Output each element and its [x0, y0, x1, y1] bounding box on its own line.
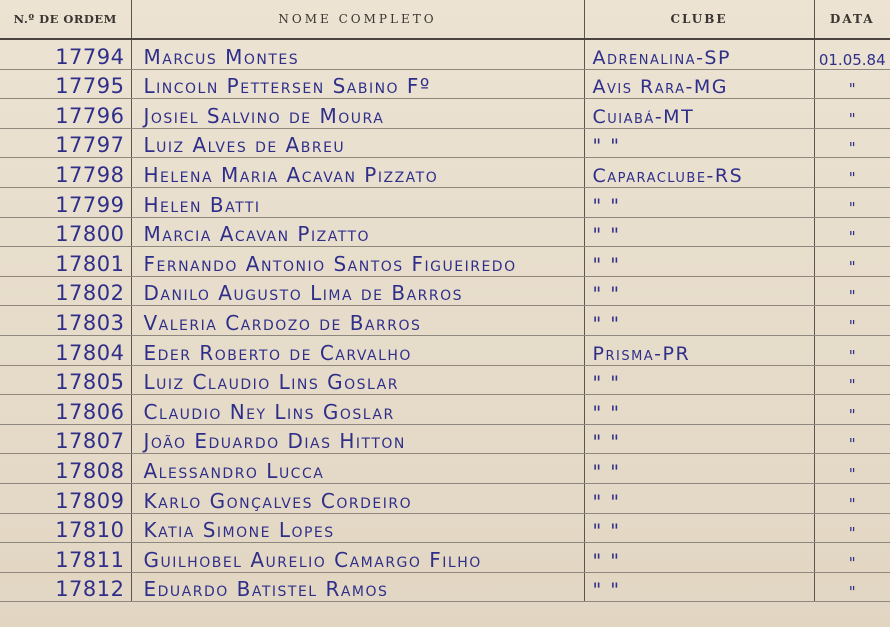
entry-name: Alessandro Lucca	[131, 454, 584, 484]
table-row	[0, 187, 890, 217]
entry-club: " "	[584, 454, 814, 484]
entry-club: " "	[584, 306, 814, 336]
entry-name: Claudio Ney Lins Goslar	[131, 395, 584, 425]
entry-number: 17806	[0, 395, 131, 425]
table-row	[0, 276, 890, 306]
entry-number: 17804	[0, 335, 131, 365]
table-row	[0, 483, 890, 513]
table-row	[0, 247, 890, 277]
entry-date: "	[814, 483, 890, 513]
entry-number: 17799	[0, 187, 131, 217]
entry-number: 17811	[0, 543, 131, 573]
entry-date: "	[814, 306, 890, 336]
entry-number: 17800	[0, 217, 131, 247]
entry-club: Prisma-PR	[584, 335, 814, 365]
entry-number: 17809	[0, 483, 131, 513]
entry-date: "	[814, 572, 890, 602]
entry-date: "	[814, 69, 890, 99]
entry-date: "	[814, 276, 890, 306]
column-header-name: NOME COMPLETO	[131, 0, 584, 39]
entry-number: 17802	[0, 276, 131, 306]
entry-date: "	[814, 424, 890, 454]
entry-date: "	[814, 335, 890, 365]
entry-number: 17812	[0, 572, 131, 602]
table-row	[0, 424, 890, 454]
entry-club: " "	[584, 365, 814, 395]
entry-name: Helena Maria Acavan Pizzato	[131, 158, 584, 188]
entry-club: " "	[584, 513, 814, 543]
table-row	[0, 395, 890, 425]
table-body	[0, 39, 890, 602]
entry-name: Marcus Montes	[131, 39, 584, 69]
entry-name: Karlo Gonçalves Cordeiro	[131, 483, 584, 513]
table-row	[0, 39, 890, 69]
entry-number: 17808	[0, 454, 131, 484]
entry-name: Luiz Alves de Abreu	[131, 128, 584, 158]
entry-club: " "	[584, 128, 814, 158]
entry-date: "	[814, 128, 890, 158]
table-header-row	[0, 0, 890, 39]
table-row	[0, 306, 890, 336]
table-row	[0, 99, 890, 129]
entry-number: 17797	[0, 128, 131, 158]
entry-number: 17801	[0, 247, 131, 277]
entry-name: Helen Batti	[131, 187, 584, 217]
entry-club: Avis Rara-MG	[584, 69, 814, 99]
entry-club: " "	[584, 247, 814, 277]
table-row	[0, 335, 890, 365]
entry-number: 17803	[0, 306, 131, 336]
table-row	[0, 158, 890, 188]
entry-club: " "	[584, 543, 814, 573]
entry-number: 17796	[0, 99, 131, 129]
table-row	[0, 543, 890, 573]
entry-club: " "	[584, 572, 814, 602]
column-header-number: N.º DE ORDEM	[0, 0, 131, 39]
table-row	[0, 365, 890, 395]
entry-name: Marcia Acavan Pizatto	[131, 217, 584, 247]
entry-club: " "	[584, 483, 814, 513]
entry-name: João Eduardo Dias Hitton	[131, 424, 584, 454]
entry-club: Cuiabá-MT	[584, 99, 814, 129]
entry-date: "	[814, 454, 890, 484]
entry-name: Luiz Claudio Lins Goslar	[131, 365, 584, 395]
entry-name: Danilo Augusto Lima de Barros	[131, 276, 584, 306]
column-header-club: CLUBE	[584, 0, 814, 39]
table-row	[0, 128, 890, 158]
column-header-date: DATA	[814, 0, 890, 39]
entry-date: "	[814, 187, 890, 217]
entry-name: Katia Simone Lopes	[131, 513, 584, 543]
entry-number: 17794	[0, 39, 131, 69]
entry-name: Valeria Cardozo de Barros	[131, 306, 584, 336]
entry-club: Adrenalina-SP	[584, 39, 814, 69]
entry-date: "	[814, 158, 890, 188]
entry-number: 17810	[0, 513, 131, 543]
entry-club: " "	[584, 187, 814, 217]
entry-name: Josiel Salvino de Moura	[131, 99, 584, 129]
table-row	[0, 69, 890, 99]
entry-date: "	[814, 543, 890, 573]
entry-name: Eder Roberto de Carvalho	[131, 335, 584, 365]
entry-club: " "	[584, 424, 814, 454]
table-row	[0, 454, 890, 484]
entry-club: " "	[584, 395, 814, 425]
entry-number: 17805	[0, 365, 131, 395]
table-row	[0, 513, 890, 543]
entry-name: Guilhobel Aurelio Camargo Filho	[131, 543, 584, 573]
entry-date: "	[814, 513, 890, 543]
entry-date: "	[814, 365, 890, 395]
entry-date: "	[814, 395, 890, 425]
entry-date: 01.05.84	[814, 39, 890, 69]
table-row	[0, 572, 890, 602]
entry-date: "	[814, 99, 890, 129]
entry-date: "	[814, 247, 890, 277]
entry-number: 17795	[0, 69, 131, 99]
entry-club: " "	[584, 276, 814, 306]
entry-club: " "	[584, 217, 814, 247]
entry-number: 17807	[0, 424, 131, 454]
entry-club: Caparaclube-RS	[584, 158, 814, 188]
entry-date: "	[814, 217, 890, 247]
entry-name: Fernando Antonio Santos Figueiredo	[131, 247, 584, 277]
entry-name: Lincoln Pettersen Sabino Fº	[131, 69, 584, 99]
entry-name: Eduardo Batistel Ramos	[131, 572, 584, 602]
entry-number: 17798	[0, 158, 131, 188]
table-row	[0, 217, 890, 247]
